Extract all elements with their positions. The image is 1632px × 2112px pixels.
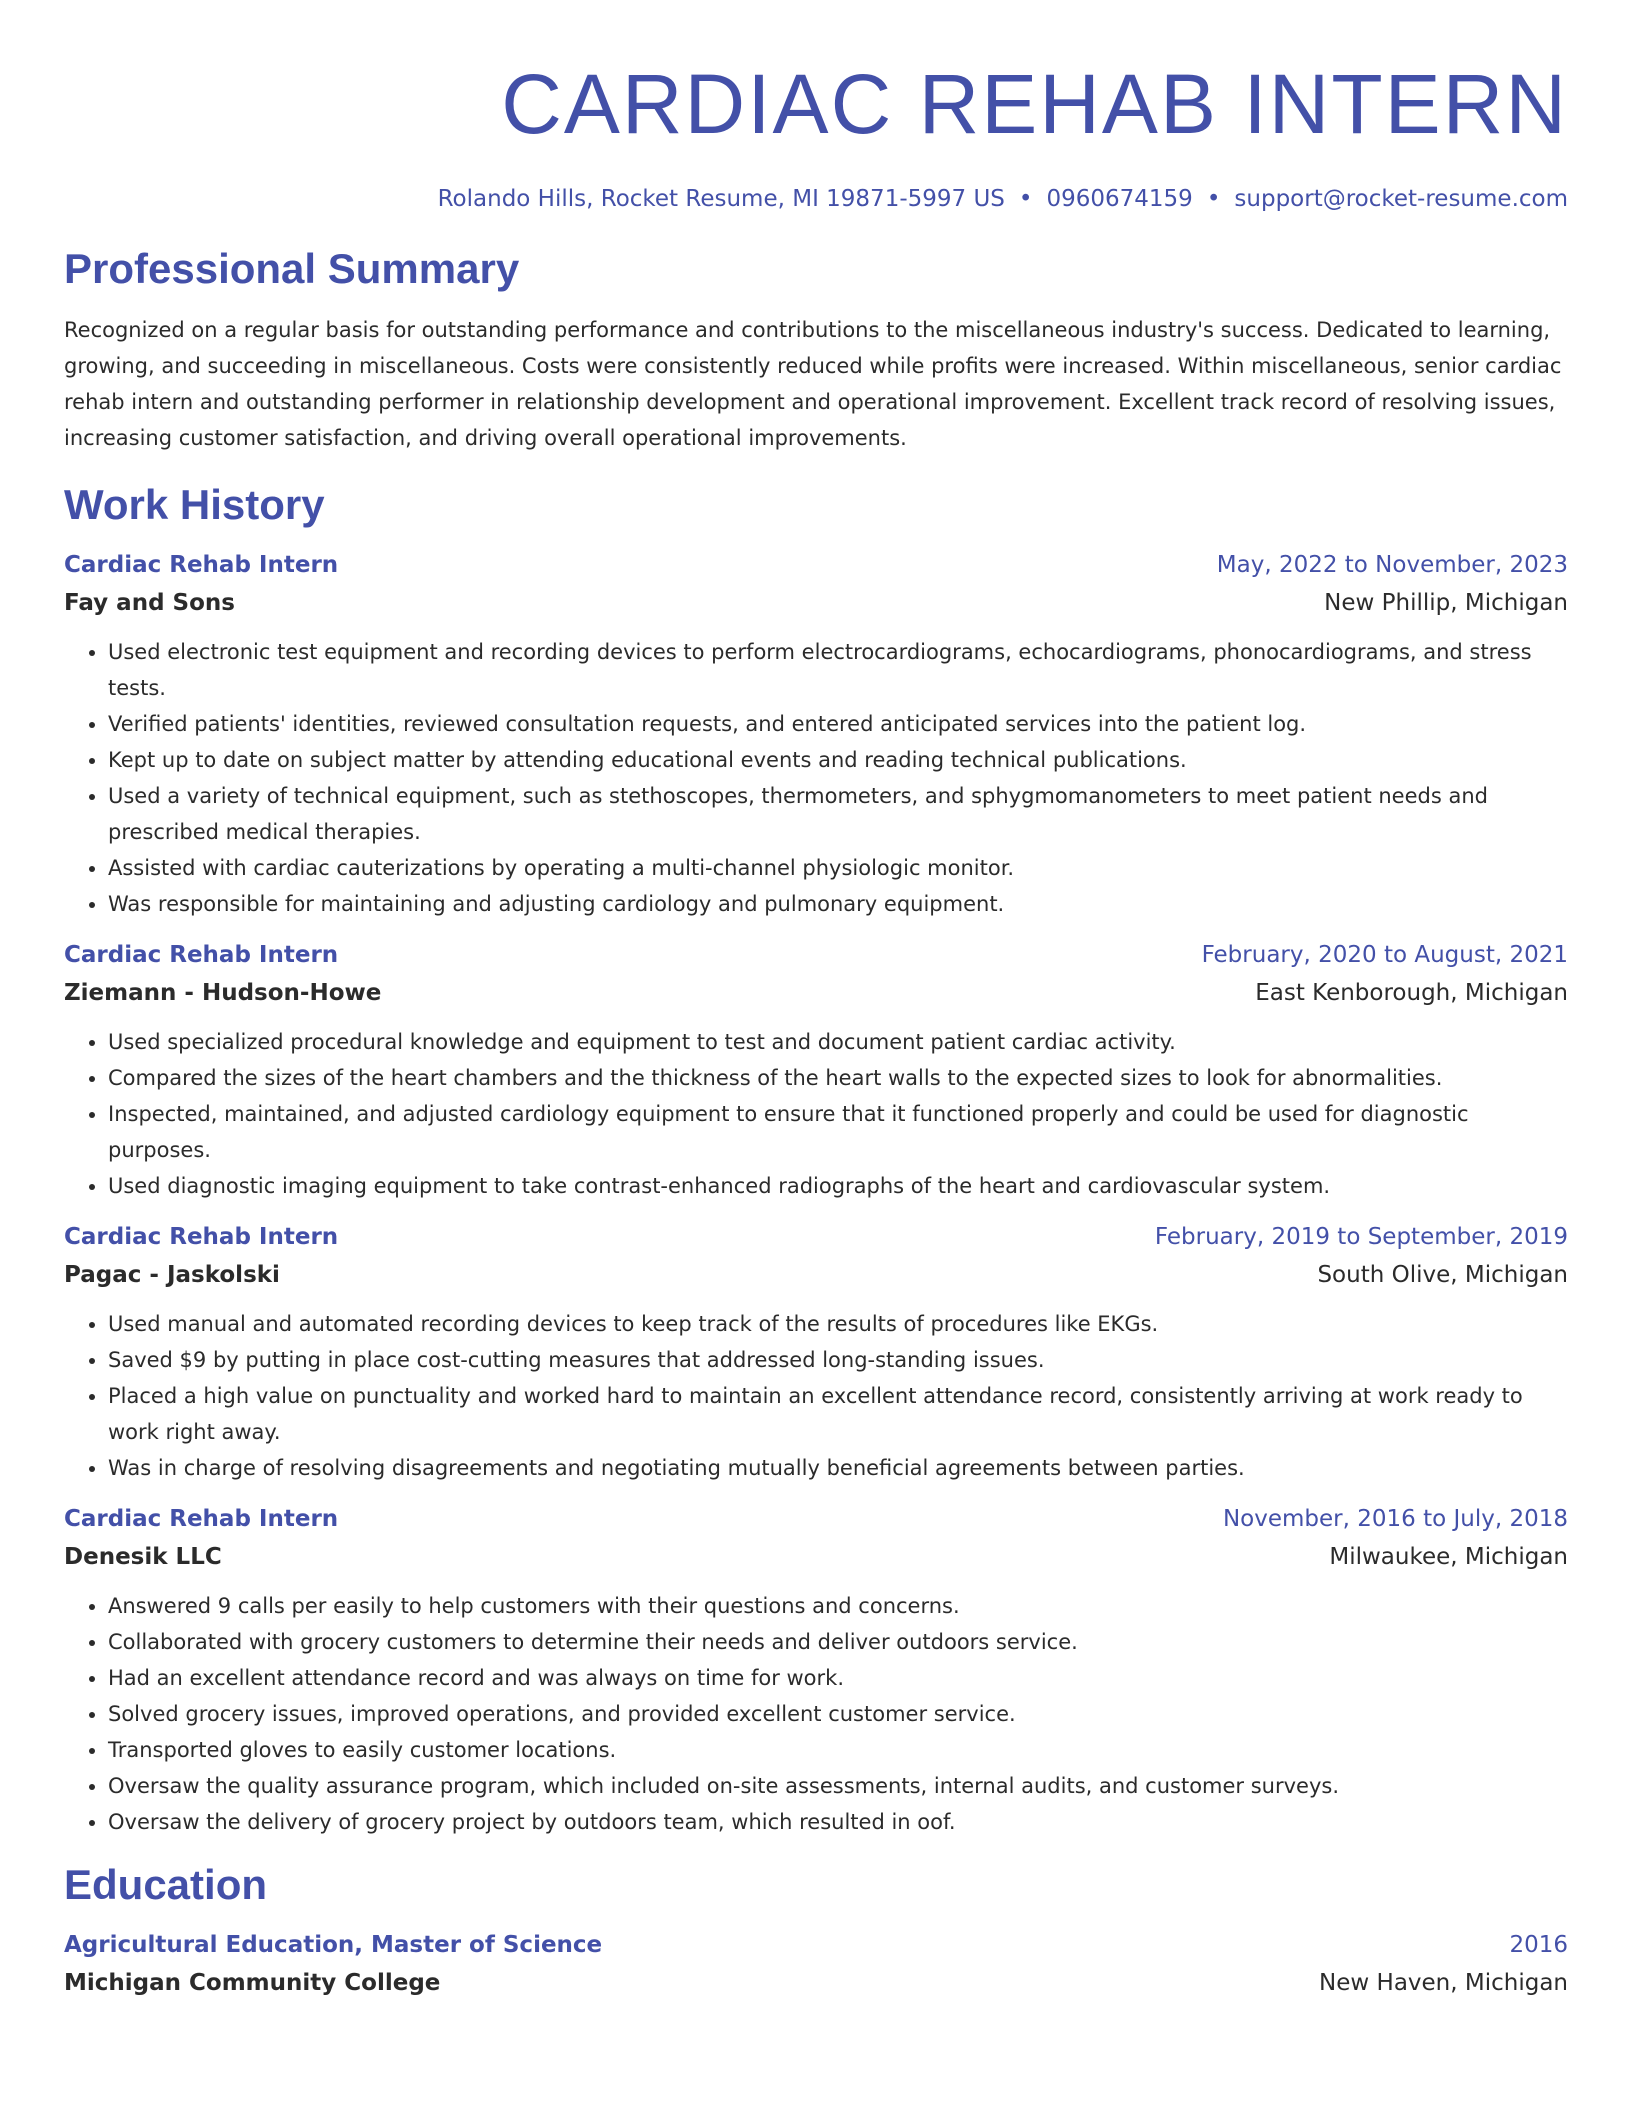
list-item: • Used a variety of technical equipment, such as stethoscopes, thermometers, and sphygmomanometers to meet patient needs and prescribed medical therapies. <box>108 778 1568 850</box>
list-item: • Answered 9 calls per easily to help customers with their questions and concerns. <box>108 1588 1568 1624</box>
degree: Agricultural Education, Master of Science <box>64 1932 603 1958</box>
phone[interactable]: 0960674159 <box>1046 186 1193 212</box>
page-title: CARDIAC REHAB INTERN <box>501 57 1568 151</box>
list-item: • Was in charge of resolving disagreements and negotiating mutually beneficial agreements between parties. <box>108 1450 1568 1486</box>
job-company-row <box>64 584 1568 622</box>
contact-line <box>64 184 1568 214</box>
job-title: Cardiac Rehab Intern <box>64 552 339 578</box>
work-history-list <box>64 546 1568 1840</box>
education-header-row <box>64 1926 1568 1964</box>
job-bullets <box>64 1024 1568 1204</box>
job-bullets <box>64 1306 1568 1486</box>
job-entry <box>64 1500 1568 1840</box>
list-item: • Inspected, maintained, and adjusted cardiology equipment to ensure that it functioned properly and could be used for diagnostic purposes. <box>108 1096 1568 1168</box>
job-location: New Phillip, Michigan <box>1324 590 1568 616</box>
job-dates: February, 2020 to August, 2021 <box>1201 942 1568 968</box>
job-location: East Kenborough, Michigan <box>1255 980 1568 1006</box>
job-entry <box>64 546 1568 922</box>
job-location: South Olive, Michigan <box>1317 1262 1568 1288</box>
list-item: • Used diagnostic imaging equipment to take contrast-enhanced radiographs of the heart and cardiovascular system. <box>108 1168 1568 1204</box>
job-entry <box>64 936 1568 1204</box>
email-link[interactable]: support@rocket-resume.com <box>1234 186 1568 212</box>
job-header-row <box>64 936 1568 974</box>
list-item: • Had an excellent attendance record and was always on time for work. <box>108 1660 1568 1696</box>
company-name: Ziemann - Hudson-Howe <box>64 980 382 1006</box>
list-item: • Used manual and automated recording devices to keep track of the results of procedures like EKGs. <box>108 1306 1568 1342</box>
summary-text: Recognized on a regular basis for outstanding performance and contributions to the miscellaneous industry's success. Dedicated to learning, growing, and succeeding in miscellaneous. Costs were consistently reduced while profits were increased. Within miscellaneous, senior cardiac rehab intern and outstanding performer in relationship development and operational improvement. Excellent track record of resolving issues, increasing customer satisfaction, and driving overall operational improvements. <box>64 318 1562 450</box>
list-item: • Oversaw the quality assurance program, which included on-site assessments, internal audits, and customer surveys. <box>108 1768 1568 1804</box>
address: Rolando Hills, Rocket Resume, MI 19871-5997 US <box>437 186 1005 212</box>
job-company-row <box>64 974 1568 1012</box>
job-entry <box>64 1218 1568 1486</box>
resume-page <box>64 0 1568 2002</box>
list-item: • Verified patients' identities, reviewed consultation requests, and entered anticipated services into the patient log. <box>108 706 1568 742</box>
list-item: • Oversaw the delivery of grocery project by outdoors team, which resulted in oof. <box>108 1804 1568 1840</box>
job-bullets <box>64 634 1568 922</box>
school-name: Michigan Community College <box>64 1970 441 1996</box>
school-location: New Haven, Michigan <box>1319 1970 1568 1996</box>
job-dates: May, 2022 to November, 2023 <box>1216 552 1568 578</box>
company-name: Denesik LLC <box>64 1544 222 1570</box>
section-heading-summary: Professional Summary <box>64 245 520 292</box>
job-title: Cardiac Rehab Intern <box>64 1506 339 1532</box>
job-dates: February, 2019 to September, 2019 <box>1154 1224 1568 1250</box>
job-header-row <box>64 1500 1568 1538</box>
job-header-row <box>64 546 1568 584</box>
education-list <box>64 1926 1568 2002</box>
job-header-row <box>64 1218 1568 1256</box>
section-heading-work-history: Work History <box>64 481 325 528</box>
list-item: • Placed a high value on punctuality and worked hard to maintain an excellent attendance record, consistently arriving at work ready to work right away. <box>108 1378 1568 1450</box>
separator-dot: • <box>1018 186 1033 212</box>
job-company-row <box>64 1256 1568 1294</box>
job-dates: November, 2016 to July, 2018 <box>1222 1506 1568 1532</box>
section-heading-education: Education <box>64 1861 268 1908</box>
job-title: Cardiac Rehab Intern <box>64 1224 339 1250</box>
list-item: • Compared the sizes of the heart chambers and the thickness of the heart walls to the expected sizes to look for abnormalities. <box>108 1060 1568 1096</box>
company-name: Fay and Sons <box>64 590 235 616</box>
job-bullets <box>64 1588 1568 1840</box>
list-item: • Kept up to date on subject matter by attending educational events and reading technical publications. <box>108 742 1568 778</box>
list-item: • Transported gloves to easily customer locations. <box>108 1732 1568 1768</box>
list-item: • Solved grocery issues, improved operations, and provided excellent customer service. <box>108 1696 1568 1732</box>
list-item: • Assisted with cardiac cauterizations by operating a multi-channel physiologic monitor. <box>108 850 1568 886</box>
job-company-row <box>64 1538 1568 1576</box>
list-item: • Saved $9 by putting in place cost-cutting measures that addressed long-standing issues. <box>108 1342 1568 1378</box>
company-name: Pagac - Jaskolski <box>64 1262 280 1288</box>
list-item: • Was responsible for maintaining and adjusting cardiology and pulmonary equipment. <box>108 886 1568 922</box>
list-item: • Used specialized procedural knowledge and equipment to test and document patient cardiac activity. <box>108 1024 1568 1060</box>
separator-dot: • <box>1206 186 1221 212</box>
education-school-row <box>64 1964 1568 2002</box>
list-item: • Collaborated with grocery customers to determine their needs and deliver outdoors service. <box>108 1624 1568 1660</box>
education-entry <box>64 1926 1568 2002</box>
job-location: Milwaukee, Michigan <box>1329 1544 1568 1570</box>
graduation-year: 2016 <box>1509 1932 1568 1958</box>
list-item: • Used electronic test equipment and recording devices to perform electrocardiograms, echocardiograms, phonocardiograms, and stress tests. <box>108 634 1568 706</box>
job-title: Cardiac Rehab Intern <box>64 942 339 968</box>
